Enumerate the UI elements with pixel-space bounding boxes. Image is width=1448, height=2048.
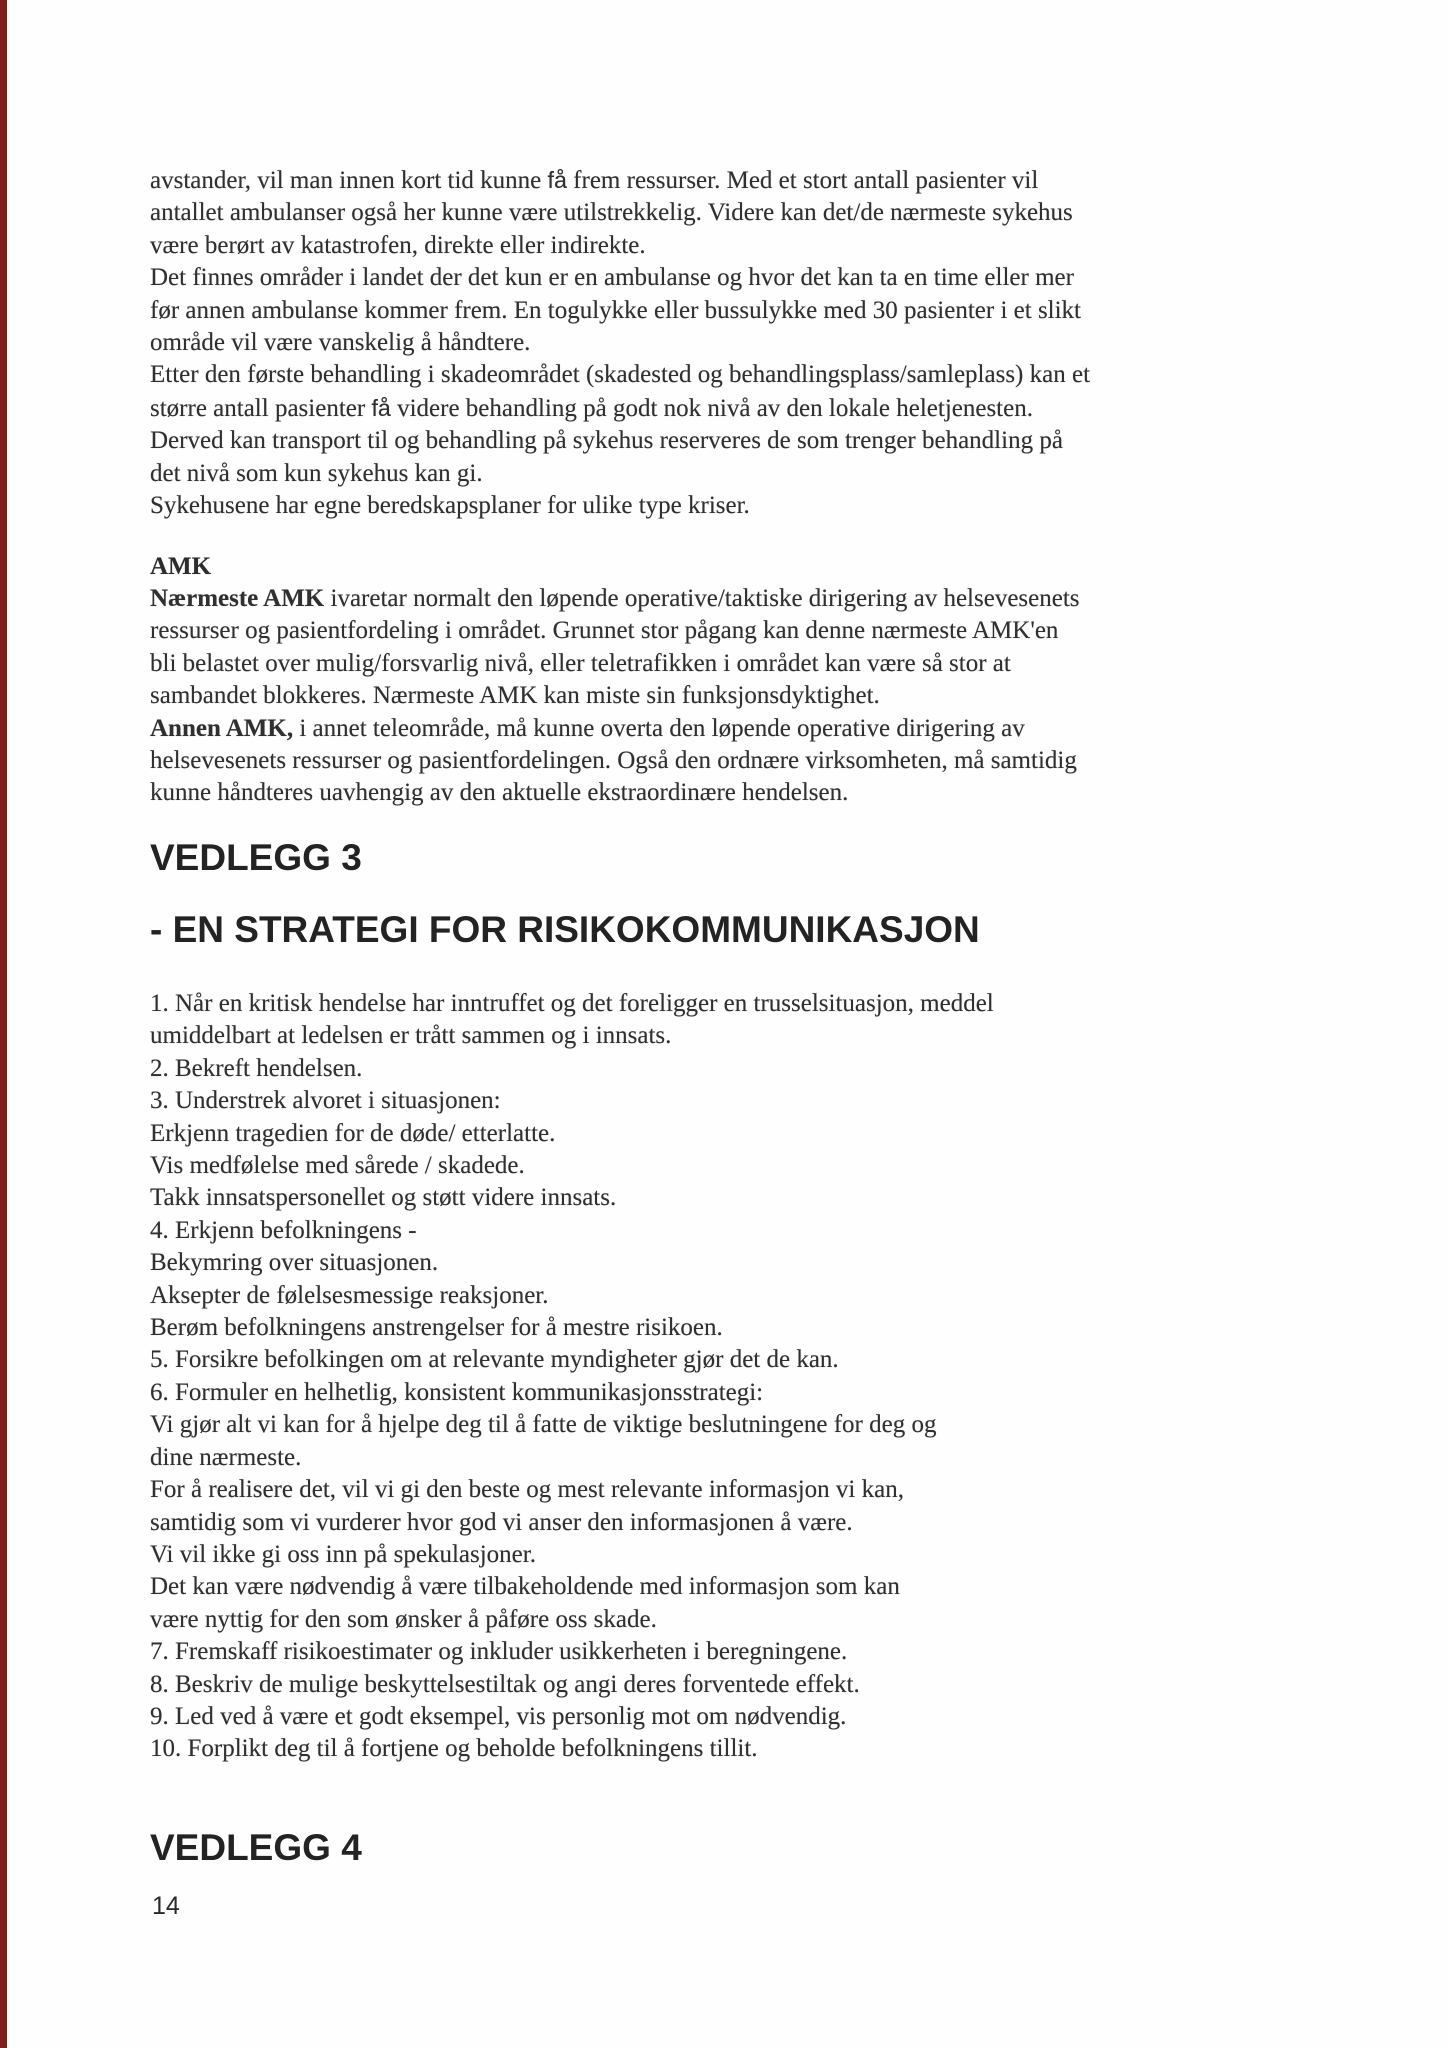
text-segment: videre behandling på godt nok nivå av den lokale heletjenesten. bbox=[390, 394, 1033, 422]
text-segment: dine nærmeste. bbox=[150, 1443, 302, 1471]
scan-edge-artifact bbox=[0, 0, 7, 2048]
text-line bbox=[150, 1118, 1240, 1150]
text-line bbox=[150, 230, 1240, 262]
page-number: 14 bbox=[152, 1892, 180, 1920]
text-segment: umiddelbart at ledelsen er trått sammen og i innsats. bbox=[150, 1022, 672, 1050]
text-line bbox=[150, 1571, 1240, 1603]
text-segment: samtidig som vi vurderer hvor god vi anser den informasjonen å være. bbox=[150, 1508, 853, 1536]
text-line bbox=[150, 1701, 1240, 1733]
text-segment: det nivå som kun sykehus kan gi. bbox=[150, 459, 483, 487]
text-line bbox=[150, 197, 1240, 229]
text-segment: område vil være vanskelig å håndtere. bbox=[150, 329, 531, 357]
text-line bbox=[150, 1539, 1240, 1571]
text-segment: 10. Forplikt deg til å fortjene og beholde befolkningens tillit. bbox=[150, 1735, 758, 1763]
paragraph-block-amk bbox=[150, 583, 1240, 810]
text-line bbox=[150, 1377, 1240, 1409]
text-segment: 3. Understrek alvoret i situasjonen: bbox=[150, 1087, 501, 1115]
text-segment: Takk innsatspersonellet og støtt videre innsats. bbox=[150, 1184, 617, 1212]
text-line bbox=[150, 615, 1240, 647]
text-line bbox=[150, 680, 1240, 712]
text-line bbox=[150, 359, 1240, 391]
text-line bbox=[150, 1150, 1240, 1182]
text-segment: frem ressurser. Med et stort antall pasienter vil bbox=[566, 167, 1039, 194]
text-segment: Vi vil ikke gi oss inn på spekulasjoner. bbox=[150, 1540, 536, 1568]
paragraph-block-ambulance-resources bbox=[150, 164, 1240, 522]
text-segment-bold: Nærmeste AMK bbox=[150, 585, 325, 612]
text-line bbox=[150, 1247, 1240, 1279]
text-line bbox=[150, 1507, 1240, 1539]
amk-section-heading: AMK bbox=[150, 553, 212, 580]
text-segment: i annet teleområde, må kunne overta den løpende operative dirigering av bbox=[293, 714, 1025, 742]
text-segment: 1. Når en kritisk hendelse har inntruffet og det foreligger en trusselsituasjon, meddel bbox=[150, 990, 994, 1017]
text-segment-bold: Annen AMK, bbox=[150, 714, 294, 742]
risikokommunikasjon-strategy-heading: - EN STRATEGI FOR RISIKOKOMMUNIKASJON bbox=[150, 909, 980, 950]
text-line bbox=[150, 1409, 1240, 1441]
text-segment: 6. Formuler en helhetlig, konsistent kommunikasjonsstrategi: bbox=[150, 1378, 764, 1406]
text-segment: Vi gjør alt vi kan for å hjelpe deg til å fatte de viktige beslutningene for deg og bbox=[150, 1411, 937, 1439]
text-line bbox=[150, 295, 1240, 327]
text-line bbox=[150, 490, 1240, 522]
vedlegg-3-heading: VEDLEGG 3 bbox=[150, 837, 362, 878]
text-segment: ivaretar normalt den løpende operative/taktiske dirigering av helsevesenets bbox=[324, 585, 1080, 612]
text-line bbox=[150, 1085, 1240, 1117]
text-line bbox=[150, 1442, 1240, 1474]
text-segment: ressurser og pasientfordeling i området. Grunnet stor pågang kan denne nærmeste AMK'en bbox=[150, 617, 1059, 645]
text-segment: 4. Erkjenn befolkningens - bbox=[150, 1216, 417, 1244]
text-segment: Det finnes områder i landet der det kun er en ambulanse og hvor det kan ta en time eller mer bbox=[150, 264, 1074, 292]
text-segment: helsevesenets ressurser og pasientfordelingen. Også den ordnære virksomheten, må samtidig bbox=[150, 747, 1077, 775]
text-line bbox=[150, 1636, 1240, 1668]
text-line bbox=[150, 745, 1240, 777]
text-segment-sans: få bbox=[547, 167, 567, 193]
text-segment: 7. Fremskaff risikoestimater og inkluder usikkerheten i beregningene. bbox=[150, 1638, 848, 1666]
text-segment: Derved kan transport til og behandling på sykehus reserveres de som trenger behandling på bbox=[150, 427, 1063, 455]
text-segment: 8. Beskriv de mulige beskyttelsestiltak og angi deres forventede effekt. bbox=[150, 1670, 860, 1698]
text-segment: Det kan være nødvendig å være tilbakeholdende med informasjon som kan bbox=[150, 1573, 900, 1601]
text-line bbox=[150, 392, 1240, 425]
text-segment: før annen ambulanse kommer frem. En togulykke eller bussulykke med 30 pasienter i et slikt bbox=[150, 296, 1082, 324]
text-segment-sans: få bbox=[371, 394, 391, 421]
text-segment: sambandet blokkeres. Nærmeste AMK kan miste sin funksjonsdyktighet. bbox=[150, 682, 880, 710]
risk-communication-strategy-list bbox=[150, 988, 1240, 1766]
text-segment: For å realisere det, vil vi gi den beste og mest relevante informasjon vi kan, bbox=[150, 1476, 904, 1504]
text-segment: antallet ambulanser også her kunne være utilstrekkelig. Videre kan det/de nærmeste sykehus bbox=[150, 199, 1073, 227]
text-line bbox=[150, 583, 1240, 615]
text-segment: være berørt av katastrofen, direkte eller indirekte. bbox=[150, 231, 646, 259]
text-segment: Aksepter de følelsesmessige reaksjoner. bbox=[150, 1281, 549, 1309]
text-line bbox=[150, 1053, 1240, 1085]
text-line bbox=[150, 713, 1240, 745]
text-segment: avstander, vil man innen kort tid kunne bbox=[150, 167, 548, 194]
text-line bbox=[150, 1604, 1240, 1636]
text-segment: kunne håndteres uavhengig av den aktuelle ekstraordinære hendelsen. bbox=[150, 779, 849, 807]
text-segment: Berøm befolkningens anstrengelser for å mestre risikoen. bbox=[150, 1314, 723, 1342]
text-segment: 5. Forsikre befolkingen om at relevante myndigheter gjør det de kan. bbox=[150, 1346, 839, 1374]
text-segment: Bekymring over situasjonen. bbox=[150, 1249, 439, 1277]
text-line bbox=[150, 164, 1240, 197]
text-line bbox=[150, 1669, 1240, 1701]
text-line bbox=[150, 988, 1240, 1020]
text-line bbox=[150, 1280, 1240, 1312]
text-line bbox=[150, 1733, 1240, 1765]
text-line bbox=[150, 1474, 1240, 1506]
text-segment: større antall pasienter bbox=[150, 394, 372, 422]
text-line bbox=[150, 1215, 1240, 1247]
text-segment: Vis medfølelse med sårede / skadede. bbox=[150, 1152, 525, 1180]
text-line bbox=[150, 262, 1240, 294]
vedlegg-4-heading: VEDLEGG 4 bbox=[150, 1827, 362, 1868]
text-line bbox=[150, 458, 1240, 490]
text-line bbox=[150, 777, 1240, 809]
text-line bbox=[150, 1344, 1240, 1376]
text-segment: Etter den første behandling i skadeområdet (skadested og behandlingsplass/samleplass) kan et bbox=[150, 361, 1091, 389]
text-line bbox=[150, 425, 1240, 457]
text-segment: bli belastet over mulig/forsvarlig nivå, eller teletrafikken i området kan være så stor at bbox=[150, 649, 1011, 677]
text-segment: 9. Led ved å være et godt eksempel, vis personlig mot om nødvendig. bbox=[150, 1702, 847, 1730]
text-segment: Erkjenn tragedien for de døde/ etterlatte. bbox=[150, 1119, 556, 1147]
text-line bbox=[150, 1182, 1240, 1214]
text-segment: 2. Bekreft hendelsen. bbox=[150, 1054, 363, 1082]
text-segment: være nyttig for den som ønsker å påføre oss skade. bbox=[150, 1605, 657, 1633]
text-line bbox=[150, 1020, 1240, 1052]
text-segment: Sykehusene har egne beredskapsplaner for ulike type kriser. bbox=[150, 492, 750, 520]
text-line bbox=[150, 648, 1240, 680]
text-line bbox=[150, 327, 1240, 359]
text-line bbox=[150, 1312, 1240, 1344]
